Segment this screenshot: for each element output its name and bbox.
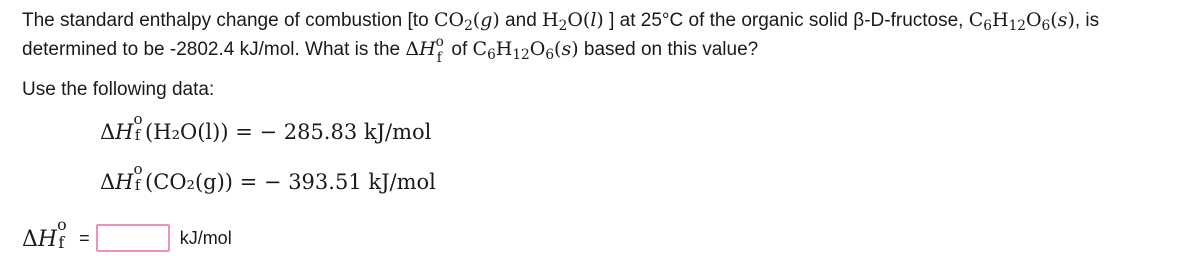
equals-sign: = xyxy=(79,227,90,248)
question-text: The standard enthalpy change of combustion [to $CO_2(g)$ and $H_2O(l)$ ] at 25°C of the organic solid β-D-fructose, $C_6H_{12}O_6(s)$, is determined to be -2802.4 kJ/mol. What is the ΔH o f of $C_6H_{12}O_6(s)$ based on this value? xyxy=(22,9,1100,66)
value-h2o: = − 285.83 kJ/mol xyxy=(235,120,432,144)
value-co2: = − 393.51 kJ/mol xyxy=(239,170,436,194)
species-h2o: H₂O(l) xyxy=(153,120,221,144)
fructose-formula-2: $C_6H_{12}O_6(s)$ xyxy=(472,38,579,63)
answer-label: ΔH o f xyxy=(22,215,67,252)
answer-input[interactable] xyxy=(96,224,170,252)
species-co2: CO₂(g) xyxy=(153,170,225,194)
data-row-h2o: ΔH o f (H₂O(l)) = − 285.83 kJ/mol xyxy=(100,109,432,145)
delta-hf-symbol: ΔH o f xyxy=(405,34,444,66)
data-row-co2: ΔH o f (CO₂(g)) = − 393.51 kJ/mol xyxy=(100,159,436,195)
co2-formula: $CO_2(g)$ xyxy=(433,9,500,34)
answer-row xyxy=(22,215,232,254)
fructose-formula: $C_6H_{12}O_6(s)$ xyxy=(968,9,1075,34)
data-label: Use the following data: xyxy=(22,79,215,100)
h2o-formula: $H_2O(l)$ xyxy=(542,9,604,34)
unit-label: kJ/mol xyxy=(179,227,232,248)
